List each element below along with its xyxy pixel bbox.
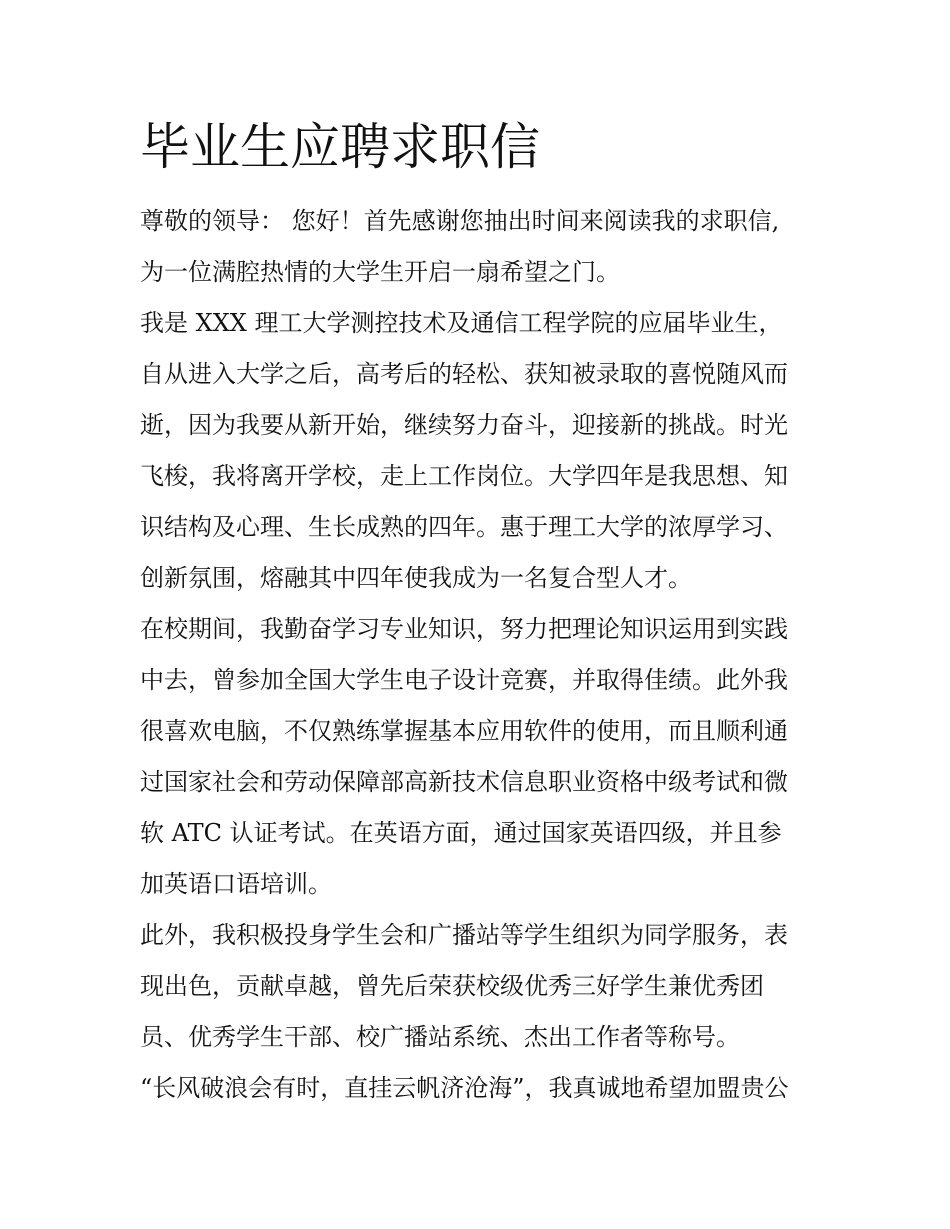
body-line: “长风破浪会有时，直挂云帆济沧海”，我真诚地希望加盟贵公 [140,1074,789,1102]
body-line: 在校期间，我勤奋学习专业知识，努力把理论知识运用到实践 [140,615,788,643]
body-line: 中去，曾参加全国大学生电子设计竞赛，并取得佳绩。此外我 [140,666,788,694]
body-line: 飞梭，我将离开学校，走上工作岗位。大学四年是我思想、知 [140,462,788,490]
document-title: 毕业生应聘求职信 [140,118,540,176]
body-line: 加英语口语培训。 [140,870,332,898]
body-line: 逝，因为我要从新开始，继续努力奋斗，迎接新的挑战。时光 [140,411,788,439]
body-line: 员、优秀学生干部、校广播站系统、杰出工作者等称号。 [140,1023,740,1051]
body-line: 识结构及心理、生长成熟的四年。惠于理工大学的浓厚学习、 [140,513,788,541]
body-line: 为一位满腔热情的大学生开启一扇希望之门。 [140,258,620,286]
body-line: 软 ATC 认证考试。在英语方面，通过国家英语四级，并且参 [140,819,782,847]
body-line: 我是 XXX 理工大学测控技术及通信工程学院的应届毕业生， [140,309,783,337]
body-line: 创新氛围，熔融其中四年使我成为一名复合型人才。 [140,564,692,592]
body-line: 过国家社会和劳动保障部高新技术信息职业资格中级考试和微 [140,768,788,796]
body-line: 现出色，贡献卓越，曾先后荣获校级优秀三好学生兼优秀团 [140,972,764,1000]
body-line: 此外，我积极投身学生会和广播站等学生组织为同学服务，表 [140,921,788,949]
body-line: 很喜欢电脑，不仅熟练掌握基本应用软件的使用，而且顺利通 [140,717,788,745]
body-line: 尊敬的领导： 您好！首先感谢您抽出时间来阅读我的求职信, [140,207,780,235]
body-line: 自从进入大学之后，高考后的轻松、获知被录取的喜悦随风而 [140,360,788,388]
